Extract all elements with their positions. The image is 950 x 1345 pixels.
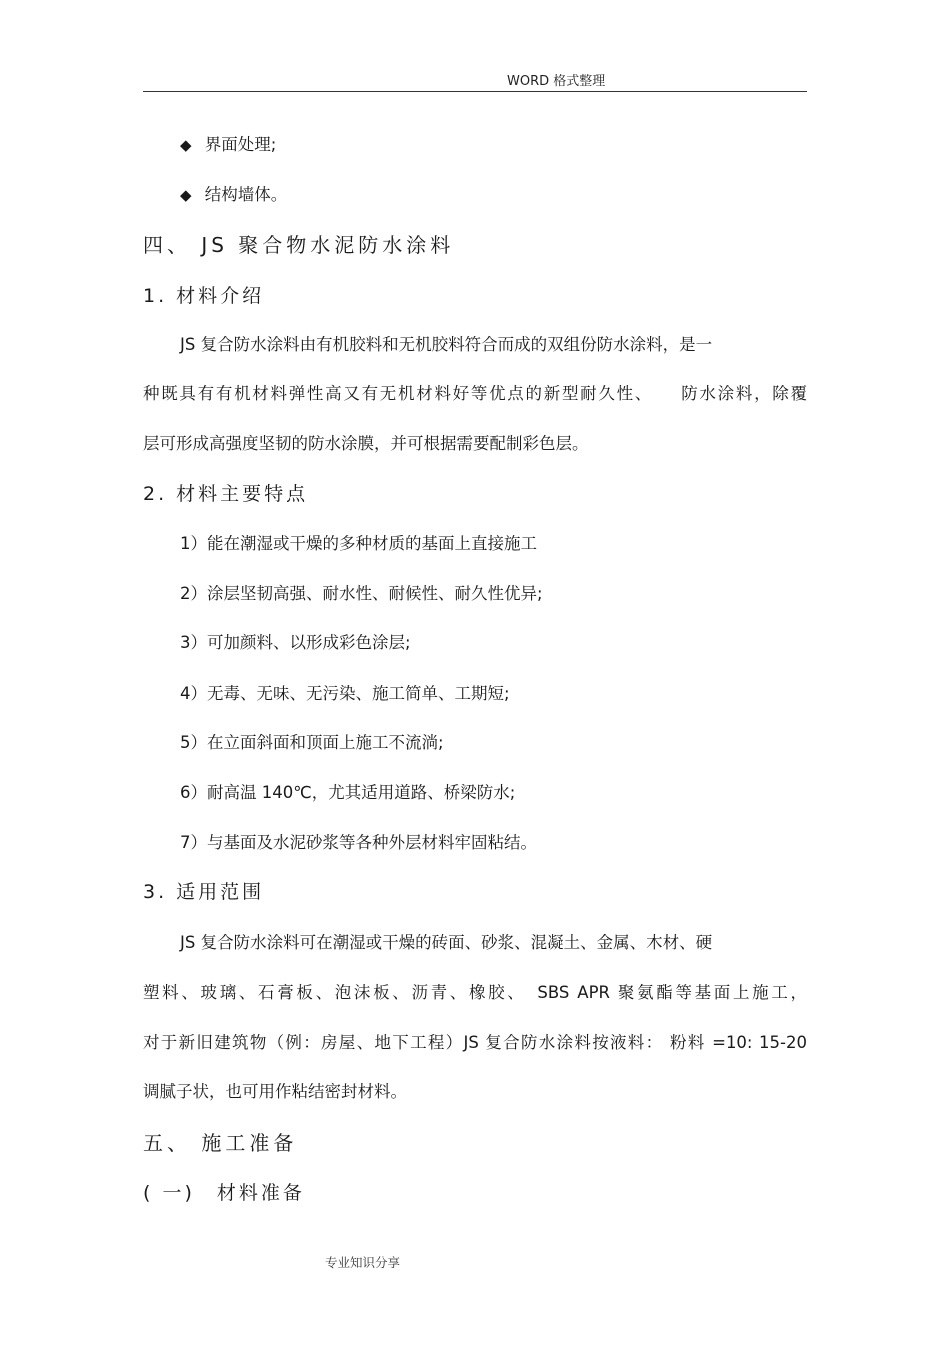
- subsection-heading: ( 一) 材料准备: [143, 1182, 305, 1204]
- paragraph-line: JS 复合防水涂料可在潮湿或干燥的砖面、砂浆、混凝土、金属、木材、硬: [180, 933, 713, 952]
- subsection-heading: 1. 材料介绍: [143, 285, 265, 307]
- list-item: 5）在立面斜面和顶面上施工不流淌;: [180, 733, 444, 752]
- list-item: 3）可加颜料、以形成彩色涂层;: [180, 633, 411, 652]
- diamond-icon: ◆: [180, 186, 192, 204]
- paragraph-line: 种既具有有机材料弹性高又有无机材料好等优点的新型耐久性、 防水涂料，除覆: [143, 384, 807, 403]
- list-item: 7）与基面及水泥砂浆等各种外层材料牢固粘结。: [180, 833, 537, 852]
- paragraph-line: JS 复合防水涂料由有机胶料和无机胶料符合而成的双组份防水涂料，是一: [180, 335, 713, 354]
- paragraph-line: 塑料、玻璃、石膏板、泡沫板、沥青、橡胶、 SBS APR 聚氨酯等基面上施工，: [143, 983, 807, 1002]
- bullet-item: [180, 131, 276, 155]
- paragraph-line: 对于新旧建筑物（例：房屋、地下工程）JS 复合防水涂料按液料： 粉料 =10: 15-20: [143, 1033, 807, 1052]
- page-header: WORD 格式整理: [507, 74, 606, 89]
- list-item: 6）耐高温 140℃，尤其适用道路、桥梁防水;: [180, 783, 516, 802]
- page-footer: 专业知识分享: [325, 1255, 401, 1270]
- bullet-item: [180, 181, 287, 205]
- list-item: 2）涂层坚韧高强、耐水性、耐候性、耐久性优异;: [180, 584, 543, 603]
- paragraph-line: 层可形成高强度坚韧的防水涂膜，并可根据需要配制彩色层。: [143, 434, 589, 453]
- section-heading: 五、 施工准备: [143, 1131, 298, 1155]
- section-heading: 四、 JS 聚合物水泥防水涂料: [143, 233, 455, 257]
- subsection-heading: 2. 材料主要特点: [143, 483, 309, 505]
- diamond-icon: ◆: [180, 136, 192, 154]
- list-item: 1）能在潮湿或干燥的多种材质的基面上直接施工: [180, 534, 537, 553]
- bullet-text: 结构墙体。: [204, 185, 288, 204]
- list-item: 4）无毒、无味、无污染、施工简单、工期短;: [180, 684, 510, 703]
- bullet-text: 界面处理;: [204, 135, 277, 154]
- paragraph-line: 调腻子状，也可用作粘结密封材料。: [143, 1082, 407, 1101]
- header-rule: [143, 91, 807, 92]
- subsection-heading: 3. 适用范围: [143, 881, 265, 903]
